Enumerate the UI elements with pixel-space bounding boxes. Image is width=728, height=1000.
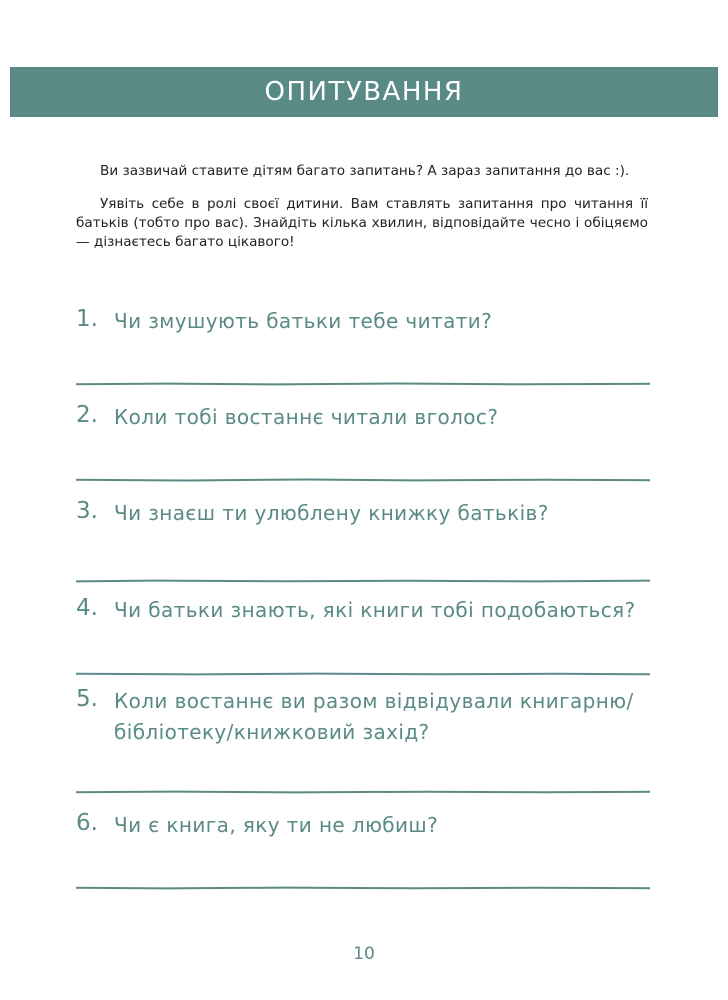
- intro-paragraph-2: Уявіть себе в ролі своєї дитини. Вам ставлять запитання про читання її батьків (тобто про вас). Знайдіть кілька хвилин, відповідайте чесно і обіцяємо — дізнаєтесь багато цікавого!: [76, 196, 648, 250]
- question-number: 3.: [76, 498, 98, 524]
- question-text: Чи батьки знають, які книги тобі подобаються?: [114, 598, 636, 622]
- question-number: 6.: [76, 810, 98, 836]
- question-text: Коли востаннє ви разом відвідували книгарню/ бібліотеку/книжковий захід?: [114, 689, 634, 744]
- question-4: [76, 595, 656, 626]
- answer-line-6[interactable]: [76, 886, 650, 890]
- question-text: Коли тобі востаннє читали вголос?: [114, 405, 499, 429]
- intro-text: [76, 162, 648, 266]
- answer-line-5[interactable]: [76, 790, 650, 794]
- question-text: Чи змушують батьки тебе читати?: [114, 309, 493, 333]
- answer-line-1[interactable]: [76, 382, 650, 386]
- question-text: Чи знаєш ти улюблену книжку батьків?: [114, 501, 549, 525]
- question-2: [76, 402, 656, 433]
- question-number: 4.: [76, 595, 98, 621]
- answer-line-2[interactable]: [76, 478, 650, 482]
- question-5: [76, 686, 656, 748]
- question-3: [76, 498, 656, 529]
- question-1: [76, 306, 656, 337]
- page-number: 10: [353, 944, 375, 964]
- question-number: 1.: [76, 306, 98, 332]
- title-banner: [10, 67, 718, 117]
- intro-paragraph-1: Ви зазвичай ставите дітям багато запитань? А зараз запитання до вас :).: [100, 163, 630, 179]
- answer-line-4[interactable]: [76, 672, 650, 676]
- answer-line-3[interactable]: [76, 579, 650, 583]
- question-number: 5.: [76, 686, 98, 712]
- question-text: Чи є книга, яку ти не любиш?: [114, 813, 439, 837]
- question-6: [76, 810, 656, 841]
- page-title: ОПИТУВАННЯ: [264, 77, 464, 107]
- question-number: 2.: [76, 402, 98, 428]
